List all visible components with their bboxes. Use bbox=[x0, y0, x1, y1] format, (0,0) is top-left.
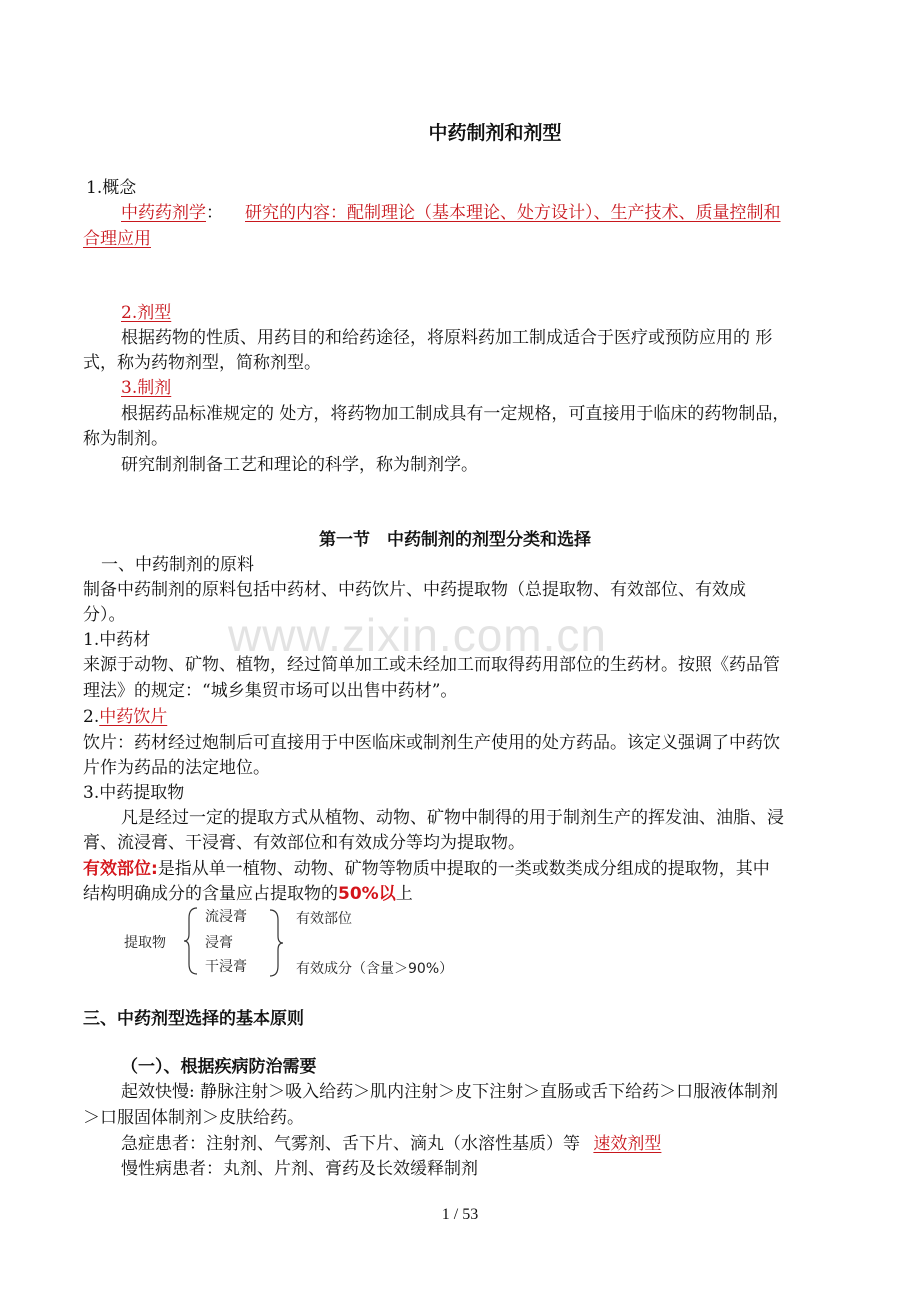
effective-fraction-line2 bbox=[83, 882, 413, 906]
diagram-effective-component: 有效成分（含量＞90%） bbox=[296, 961, 454, 977]
page-number: 1 / 53 bbox=[441, 1206, 479, 1223]
acute-patients-line bbox=[121, 1132, 661, 1156]
effective-fraction-text: 是指从单一植物、动物、矿物等物质中提取的一类或数类成分组成的提取物，其中 bbox=[157, 859, 770, 879]
pharmaceutics-content: 研究的内容：配制理论（基本理论、处方设计）、生产技术、质量控制和 bbox=[245, 203, 781, 223]
fast-acting-term: 速效剂型 bbox=[593, 1134, 662, 1154]
diagram-item-dry-extract: 干浸膏 bbox=[205, 959, 247, 975]
acute-patients-text: 急症患者：注射剂、气雾剂、舌下片、滴丸（水溶性基质）等 bbox=[121, 1134, 586, 1154]
decoction-pieces-term: 中药饮片 bbox=[99, 707, 168, 727]
effective-fraction-text2: 结构明确成分的含量应占提取物的 bbox=[83, 884, 338, 904]
preparation-line2: 称为制剂。 bbox=[83, 429, 168, 449]
pharmaceutics-definition-line1 bbox=[121, 201, 781, 225]
diagram-item-extract: 浸膏 bbox=[205, 935, 233, 951]
herb-heading: 1.中药材 bbox=[83, 630, 151, 650]
right-brace-icon bbox=[268, 908, 284, 978]
extract-classification-diagram bbox=[118, 904, 478, 980]
section3-title: 三、中药剂型选择的基本原则 bbox=[83, 1009, 304, 1029]
dosage-form-heading: 2.剂型 bbox=[121, 303, 172, 323]
effective-fraction-text3: 上 bbox=[395, 884, 413, 904]
section1-title: 第一节 中药制剂的剂型分类和选择 bbox=[319, 530, 591, 550]
pharmaceutics-term: 中药药剂学 bbox=[121, 203, 206, 223]
extract-heading: 3.中药提取物 bbox=[83, 783, 185, 803]
herb-line2: 理法》的规定：“城乡集贸市场可以出售中药材”。 bbox=[83, 681, 458, 701]
diagram-item-liquid-extract: 流浸膏 bbox=[205, 909, 247, 925]
decoction-pieces-number: 2. bbox=[83, 707, 100, 727]
effective-fraction-label: 有效部位: bbox=[83, 859, 158, 879]
onset-line1: 起效快慢: 静脉注射＞吸入给药＞肌内注射＞皮下注射＞直肠或舌下给药＞口服液体制剂 bbox=[121, 1082, 779, 1102]
diagram-effective-fraction: 有效部位 bbox=[296, 911, 352, 927]
onset-line2: ＞口服固体制剂＞皮肤给药。 bbox=[83, 1108, 304, 1128]
extract-line1: 凡是经过一定的提取方式从植物、动物、矿物中制得的用于制剂生产的挥发油、油脂、浸 bbox=[121, 808, 784, 828]
preparation-heading: 3.制剂 bbox=[121, 378, 172, 398]
decoction-pieces-line1: 饮片：药材经过炮制后可直接用于中医临床或制剂生产使用的处方药品。该定义强调了中药饮 bbox=[83, 733, 780, 753]
diagram-root-label: 提取物 bbox=[124, 935, 166, 951]
extract-line2: 膏、流浸膏、干浸膏、有效部位和有效成分等均为提取物。 bbox=[83, 833, 525, 853]
concept-heading: 1.概念 bbox=[86, 178, 137, 198]
herb-line1: 来源于动物、矿物、植物，经过简单加工或未经加工而取得药用部位的生药材。按照《药品管 bbox=[83, 655, 780, 675]
dosage-form-line1: 根据药物的性质、用药目的和给药途径，将原料药加工制成适合于医疗或预防应用的 形 bbox=[121, 328, 773, 348]
raw-material-intro-line2: 分）。 bbox=[83, 605, 126, 625]
page-title: 中药制剂和剂型 bbox=[428, 122, 562, 144]
preparation-line3: 研究制剂制备工艺和理论的科学，称为制剂学。 bbox=[121, 455, 478, 475]
decoction-pieces-heading bbox=[83, 705, 167, 729]
decoction-pieces-line2: 片作为药品的法定地位。 bbox=[83, 758, 270, 778]
dosage-form-line2: 式，称为药物剂型，简称剂型。 bbox=[83, 353, 321, 373]
watermark: www.zixin.com.cn bbox=[228, 609, 607, 661]
effective-fraction-line1 bbox=[83, 857, 770, 881]
disease-needs-subheading: （一）、根据疾病防治需要 bbox=[121, 1057, 317, 1077]
raw-material-subheading: 一、中药制剂的原料 bbox=[101, 555, 254, 575]
term-colon: ： bbox=[206, 203, 223, 223]
preparation-line1: 根据药品标准规定的 处方，将药物加工制成具有一定规格，可直接用于临床的药物制品， bbox=[121, 404, 790, 424]
pharmaceutics-content-cont: 合理应用 bbox=[83, 229, 151, 249]
left-brace-icon bbox=[183, 906, 199, 976]
chronic-patients-line: 慢性病患者：丸剂、片剂、膏药及长效缓释制剂 bbox=[121, 1159, 478, 1179]
effective-fraction-percentage: 50%以 bbox=[338, 884, 396, 904]
raw-material-intro-line1: 制备中药制剂的原料包括中药材、中药饮片、中药提取物（总提取物、有效部位、有效成 bbox=[83, 580, 746, 600]
